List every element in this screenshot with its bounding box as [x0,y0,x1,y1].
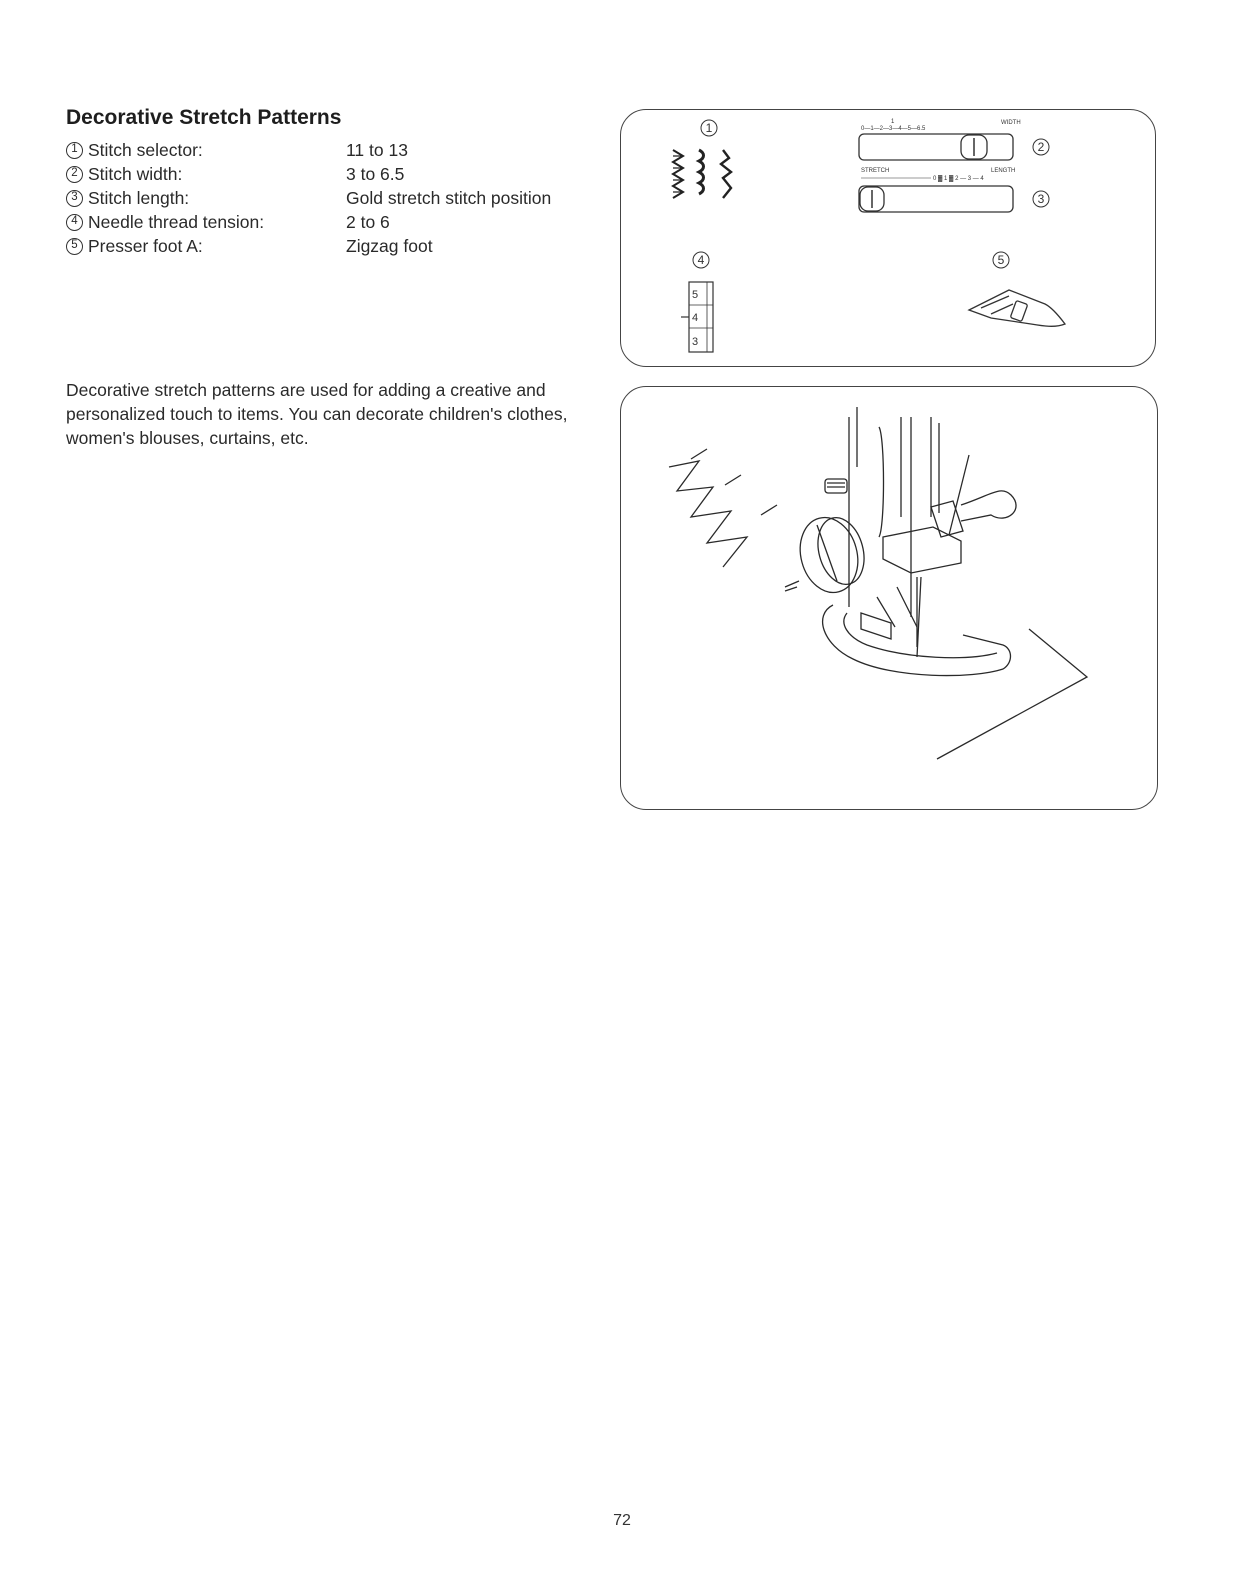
setting-row [66,186,551,210]
setting-row [66,138,551,162]
svg-text:STRETCH: STRETCH [861,168,890,174]
svg-text:3: 3 [692,336,699,348]
svg-text:4: 4 [697,253,705,267]
svg-text:LENGTH: LENGTH [991,168,1016,174]
illustration-panel [620,386,1158,810]
svg-text:1: 1 [705,121,713,135]
setting-label: Stitch selector: [88,139,203,160]
settings-list [66,138,551,258]
callout-2 [1033,139,1049,155]
callout-number: 1 [66,142,83,159]
settings-diagram-panel [620,109,1156,367]
svg-text:5: 5 [997,253,1005,267]
length-dial-icon [859,168,1015,212]
svg-text:1: 1 [891,119,895,125]
setting-value: Zigzag foot [346,235,433,256]
page-title: Decorative Stretch Patterns [66,106,342,129]
page-number: 72 [613,1512,631,1529]
svg-text:5: 5 [692,289,699,301]
setting-row [66,234,551,258]
setting-label: Stitch length: [88,187,190,208]
svg-text:3: 3 [1037,192,1045,206]
tension-dial-icon [681,282,713,352]
setting-row [66,210,551,234]
setting-label: Presser foot A: [88,235,203,256]
setting-value: Gold stretch stitch position [346,187,552,208]
width-dial-icon [859,119,1021,160]
sewing-machine-foot-illustration [621,387,1159,811]
setting-row [66,162,551,186]
settings-diagram [621,110,1157,368]
setting-value: 2 to 6 [346,211,390,232]
svg-text:WIDTH: WIDTH [1001,120,1021,126]
callout-number: 3 [66,190,83,207]
callout-number: 5 [66,238,83,255]
zigzag-foot-icon [969,290,1065,326]
svg-text:0 ▓ 1 ▓ 2 — 3 — 4: 0 ▓ 1 ▓ 2 — 3 — 4 [933,176,984,182]
svg-text:4: 4 [692,312,699,324]
callout-4 [693,252,709,268]
setting-value: 3 to 6.5 [346,163,405,184]
callout-3 [1033,191,1049,207]
callout-1 [701,120,717,136]
callout-5 [993,252,1009,268]
callout-number: 2 [66,166,83,183]
callout-number: 4 [66,214,83,231]
setting-label: Needle thread tension: [88,211,265,232]
description-paragraph: Decorative stretch patterns are used for adding a creative and personalized touch to items. You can decorate children's clothes, women's blouses, curtains, etc. [66,380,568,448]
setting-label: Stitch width: [88,163,183,184]
svg-text:2: 2 [1037,140,1045,154]
stretch-stitch-pattern-icon [673,150,731,198]
svg-text:0—1—2—3—4—5—6.5: 0—1—2—3—4—5—6.5 [861,126,926,132]
setting-value: 11 to 13 [346,139,408,160]
